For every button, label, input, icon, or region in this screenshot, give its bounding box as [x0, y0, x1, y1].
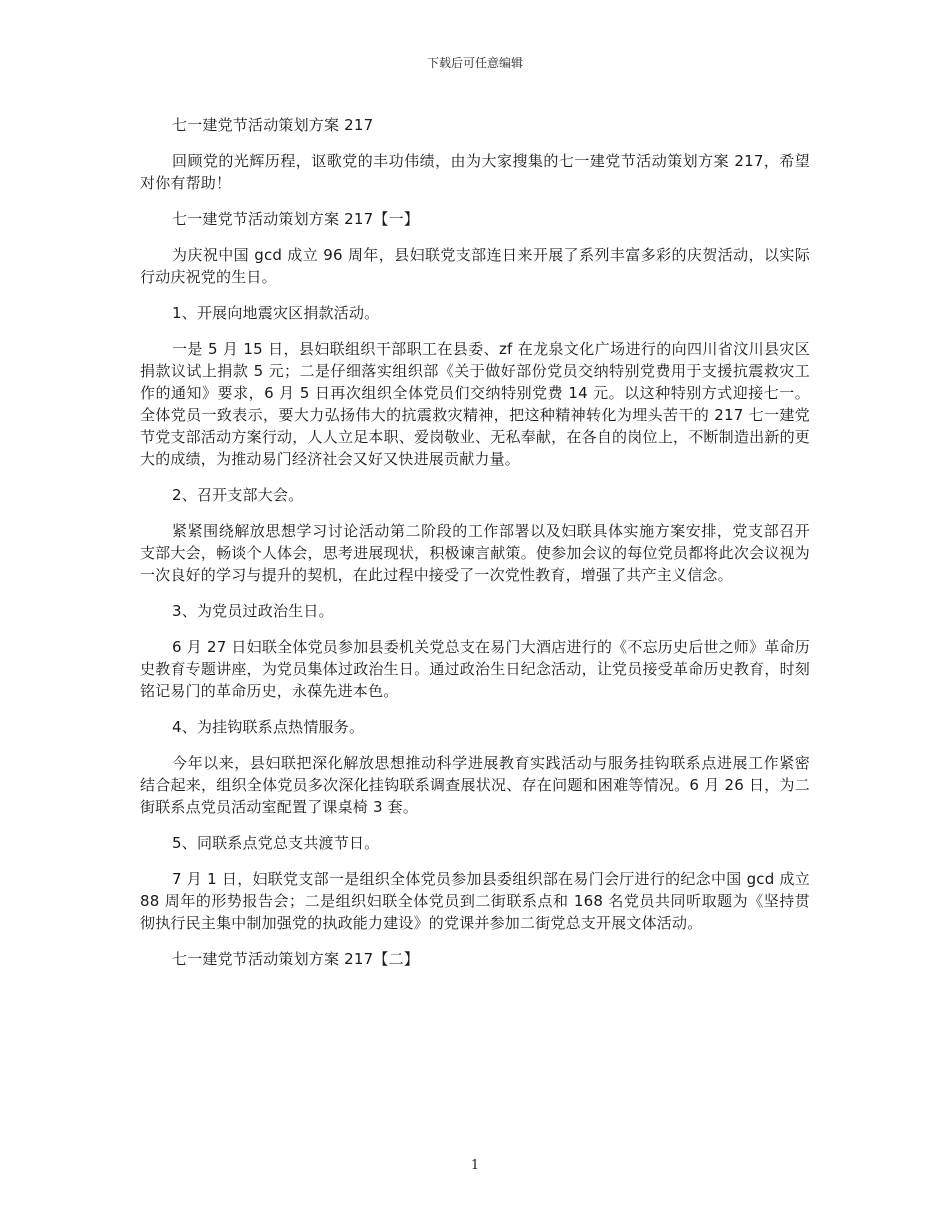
item-body-2: 紧紧围绕解放思想学习讨论活动第二阶段的工作部署以及妇联具体实施方案安排，党支部召开支部大会，畅谈个人体会，思考进展现状，积极谏言献策。使参加会议的每位党员都将此次会议视为一次良好的学习与提升的契机，在此过程中接受了一次党性教育，增强了共产主义信念。 [140, 522, 810, 584]
item-heading-2: 2、召开支部大会。 [172, 486, 304, 504]
item-body-1: 一是 5 月 15 日，县妇联组织干部职工在县委、zf 在龙泉文化广场进行的向四川省汶川县灾区捐款议试上捐款 5 元；二是仔细落实组织部《关于做好部份党员交纳特别党费用于支援抗震救灾工作的通知》要求，6 月 5 日再次组织全体党员们交纳特别党费 14 元。以这种特别方式迎接七一。全体党员一致表示，要大力弘扬伟大的抗震救灾精神，把这种精神转化为埋头苦干的 217 七一建党节党支部活动方案行动，人人立足本职、爱岗敬业、无私奉献，在各自的岗位上，不断制造出新的更大的成绩，为推动易门经济社会又好又快进展贡献力量。 [140, 340, 810, 468]
item-body-5: 7 月 1 日，妇联党支部一是组织全体党员参加县委组织部在易门会厅进行的纪念中国 gcd 成立 88 周年的形势报告会；二是组织妇联全体党员到二街联系点和 168 名党员共同听取题为《坚持贯彻执行民主集中制加强党的执政能力建设》的党课并参加二街党总支开展文体活动。 [140, 870, 810, 932]
header-note: 下载后可任意编辑 [426, 56, 523, 70]
item-body-3: 6 月 27 日妇联全体党员参加县委机关党总支在易门大酒店进行的《不忘历史后世之师》革命历史教育专题讲座，为党员集体过政治生日。通过政治生日纪念活动，让党员接受革命历史教育，时刻铭记易门的革命历史，永葆先进本色。 [140, 638, 810, 700]
item-heading-5: 5、同联系点党总支共渡节日。 [172, 834, 380, 852]
intro-paragraph: 回顾党的光辉历程，讴歌党的丰功伟绩，由为大家搜集的七一建党节活动策划方案 217，希望对你有帮助！ [140, 152, 810, 192]
item-heading-3: 3、为党员过政治生日。 [172, 602, 334, 620]
item-heading-4: 4、为挂钩联系点热情服务。 [172, 718, 365, 736]
section-heading-one: 七一建党节活动策划方案 217【一】 [172, 210, 419, 228]
section-one-intro: 为庆祝中国 gcd 成立 96 周年，县妇联党支部连日来开展了系列丰富多彩的庆贺活动，以实际行动庆祝党的生日。 [140, 246, 810, 286]
item-heading-1: 1、开展向地震灾区捐款活动。 [172, 304, 380, 322]
item-body-4: 今年以来，县妇联把深化解放思想推动科学进展教育实践活动与服务挂钩联系点进展工作紧密结合起来，组织全体党员多次深化挂钩联系调查展状况、存在问题和困难等情况。6 月 26 日，为二街联系点党员活动室配置了课桌椅 3 套。 [140, 754, 810, 816]
document-title: 七一建党节活动策划方案 217 [172, 116, 374, 134]
page-number: 1 [470, 1158, 480, 1173]
document-body [140, 114, 810, 984]
section-heading-two: 七一建党节活动策划方案 217【二】 [172, 950, 419, 968]
